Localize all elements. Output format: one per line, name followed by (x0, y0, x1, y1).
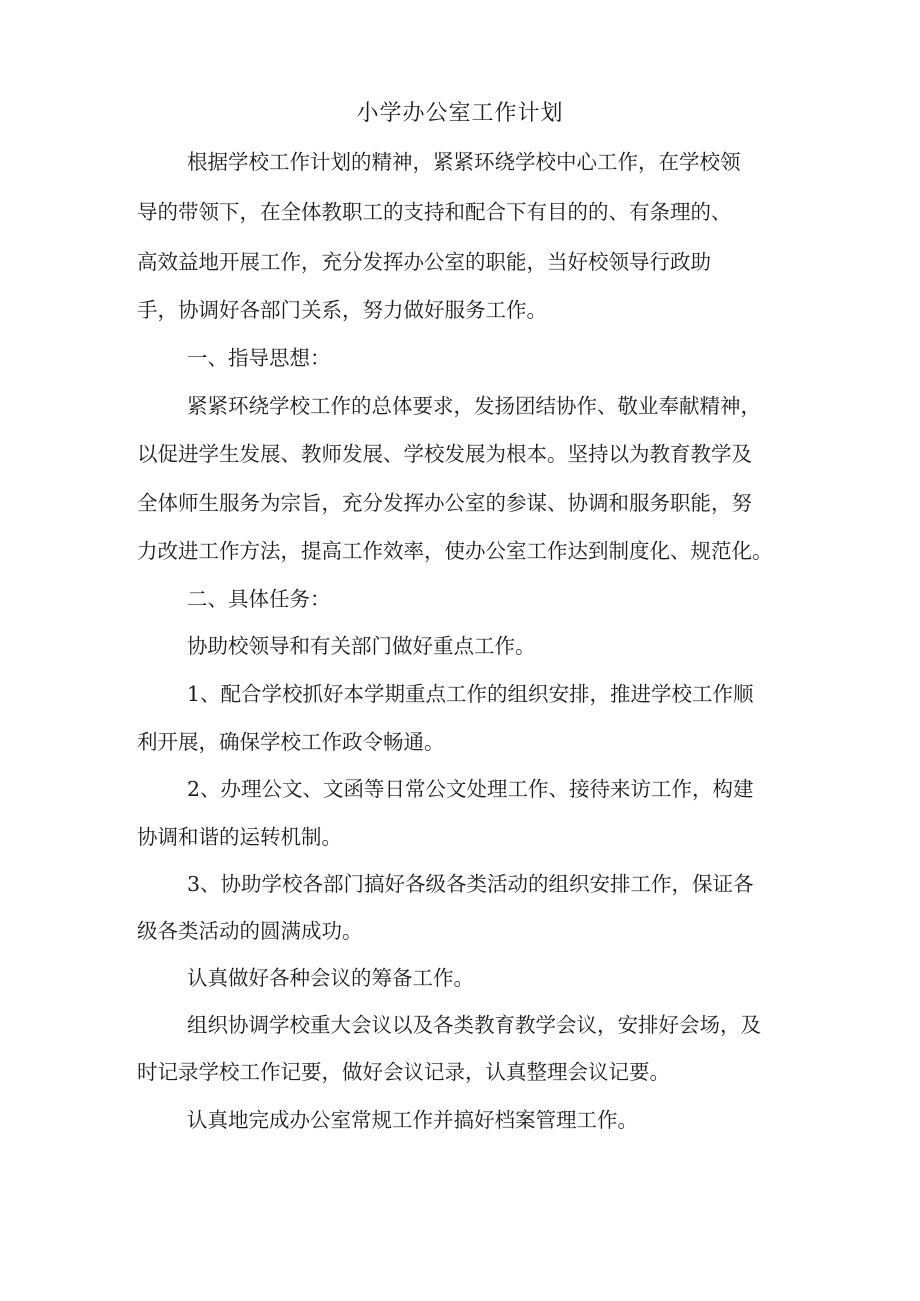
document-title: 小学办公室工作计划 (356, 101, 564, 126)
paragraph-line: 认真地完成办公室常规工作并搞好档案管理工作。 (187, 1108, 638, 1132)
paragraph-line: 协调和谐的运转机制。 (137, 825, 342, 849)
paragraph-line: 组织协调学校重大会议以及各类教育教学会议，安排好会场，及 (187, 1013, 761, 1037)
paragraph-line: 根据学校工作计划的精神，紧紧环绕学校中心工作，在学校领 (187, 150, 741, 174)
paragraph-line: 时记录学校工作记要，做好会议记录，认真整理会议记要。 (137, 1060, 670, 1084)
paragraph-line: 认真做好各种会议的筹备工作。 (187, 966, 474, 990)
paragraph-line: 2、办理公文、文函等日常公文处理工作、接待来访工作，构建 (187, 777, 754, 801)
paragraph-line: 紧紧环绕学校工作的总体要求，发扬团结协作、敬业奉献精神， (187, 394, 761, 418)
section-heading: 二、具体任务： (187, 587, 331, 611)
paragraph-line: 1、配合学校抓好本学期重点工作的组织安排，推进学校工作顺 (187, 682, 754, 706)
paragraph-line: 以促进学生发展、教师发展、学校发展为根本。坚持以为教育教学及 (137, 442, 752, 466)
paragraph-line: 全体师生服务为宗旨，充分发挥办公室的参谋、协调和服务职能，努 (137, 491, 752, 515)
section-heading: 一、指导思想： (187, 346, 331, 370)
paragraph-line: 级各类活动的圆满成功。 (137, 919, 363, 943)
paragraph-line: 力改进工作方法，提高工作效率，使办公室工作达到制度化、规范化。 (137, 539, 773, 563)
paragraph-line: 手，协调好各部门关系，努力做好服务工作。 (137, 298, 547, 322)
paragraph-line: 协助校领导和有关部门做好重点工作。 (187, 634, 536, 658)
paragraph-line: 利开展，确保学校工作政令畅通。 (137, 730, 445, 754)
paragraph-line: 3、协助学校各部门搞好各级各类活动的组织安排工作，保证各 (187, 872, 754, 896)
paragraph-line: 导的带领下，在全体教职工的支持和配合下有目的的、有条理的、 (137, 200, 732, 224)
paragraph-line: 高效益地开展工作，充分发挥办公室的职能，当好校领导行政助 (137, 250, 711, 274)
